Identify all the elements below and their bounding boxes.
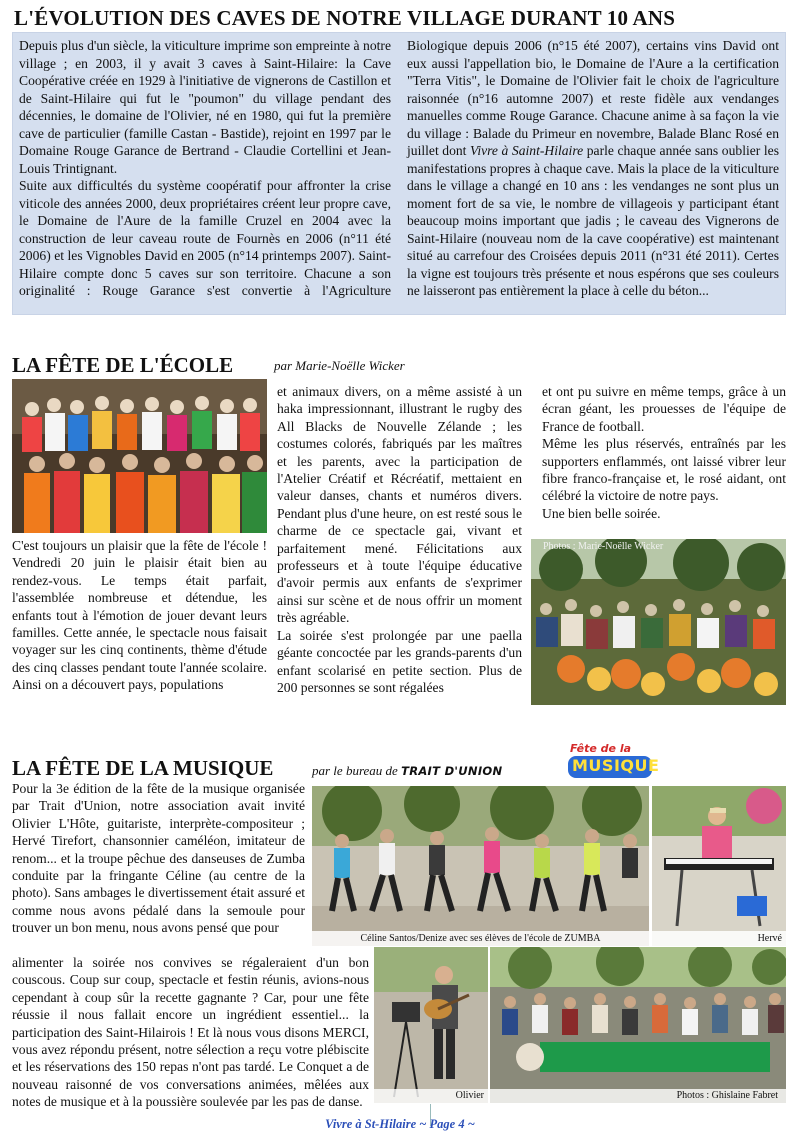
article-title-ecole: LA FÊTE DE L'ÉCOLE — [12, 353, 234, 377]
byline-ecole: par Marie-Noëlle Wicker — [274, 358, 405, 373]
article-box-caves — [12, 32, 786, 315]
article-text-top-musique: Pour la 3e édition de la fête de la musique organisée par Trait d'Union, notre association avait invité Olivier L'Hôte, guitariste, interprète-compositeur ; Hervé Tirefort, chansonnier caméléon, imitateur de renom... et la troupe pêchue des danseuses de Zumba conduite par la fringante Céline (au centre de la photo). Sans ambages le divertissement était assuré et comme nous avons pédalé dans la semoule pour trouver un bon menu, nous avons pensé que pour — [12, 781, 305, 936]
caption-dinner: Photos : Ghislaine Fabret — [676, 1090, 778, 1101]
paragraph: Depuis plus d'un siècle, la viticulture imprime son empreinte à notre village ; en 2003, il y avait 3 caves à Saint-Hilaire: la Cave Coopérative créée en 1929 à l'initiative de vignerons de Castillon et de Saint-Hilaire qui fut le "poumon" du village pendant des décennies, le domaine de l'Olivier, né en 1980, qui fut la première cave de particulier (famille Castan - Bastide), rejoint en 1997 par le Domaine Rouge Garance de Bertrand - Claudie Cortellini et Jean-Louis Trintignant. — [19, 38, 391, 176]
photo-credit-ecole: Photos : Marie-Noëlle Wicker — [543, 541, 664, 552]
caption-zumba: Céline Santos/Denize avec ses élèves de l'école de ZUMBA — [360, 933, 601, 944]
photo-children-stage — [12, 379, 267, 533]
article-col3-ecole: et ont pu suivre en même temps, grâce à un écran géant, les prouesses de l'équipe de France de football. Même les plus réservés, entraînés par les supporters enflammés, ont laissé vibrer leur fibre franco-française et, le rosé aidant, ont célébré la victoire de notre pays. Une bien belle soirée. — [542, 384, 786, 521]
article-title-caves: L'ÉVOLUTION DES CAVES DE NOTRE VILLAGE DURANT 10 ANS — [14, 6, 676, 30]
photo-zumba-dancers — [312, 786, 649, 946]
photo-olivier-guitar — [374, 947, 488, 1103]
photo-evening-crowd — [531, 539, 786, 705]
caption-olivier: Olivier — [455, 1090, 484, 1101]
photo-dinner-crowd — [490, 947, 786, 1103]
byline-musique: par le bureau de TRAIT D'UNION — [312, 763, 503, 778]
fete-musique-logo: Fête de la MUSIQUE — [566, 744, 654, 780]
article-col1-ecole: C'est toujours un plaisir que la fête de l'école ! Vendredi 20 juin le plaisir était bien au rendez-vous. Le temps était parfait, l'assemblée nombreuse et détendue, les enfants tout à l'émotion de jouer devant leurs familles. Cette année, le spectacle nous faisait voyager sur les cinq continents, thème d'étude des cinq classes pendant toute l'année scolaire. Ainsi on a découvert pays, populations — [12, 538, 267, 693]
article-title-musique: LA FÊTE DE LA MUSIQUE — [12, 756, 274, 780]
page-footer: Vivre à St-Hilaire ~ Page 4 ~ — [325, 1117, 475, 1131]
article-body-caves — [19, 37, 779, 315]
photo-herve-keyboard — [652, 786, 786, 946]
paragraph: Suite aux difficultés du système coopératif pour affronter la crise viticole des années 2000, deux propriétaires créent leur propre cave, le Domaine de l'Aure de la famille Cruzel en 2004 avec la construction de leur caveau route de Fournès en 2006 (n°11 été 2006) et les Vignobles David en 2005 (n°14 printemps 2007). Saint-Hilaire compte donc 5 caves sur son territoire. Chacune a son originalité : Rouge Garance s'est convertie à l'Agriculture Biologique depuis 2006 (n°15 été 2007), certains vins David ont eux aussi l'appellation bio, le Domaine de l'Aure a la certification "Terra Vitis", le Domaine de l'Olivier fait le choix de l'agriculture raisonnée (n°16 automne 2007) et reste fidèle aux vendanges manuelles comme Rouge Garance. Chacune anime à sa façon la vie du village : Balade du Primeur en novembre, Balade Blanc Rosé en juillet dont Vivre à Saint-Hilaire parle chaque année sans oublier les manifestations propres à chaque cave. Mais la place de la viticulture dans le village a changé en 10 ans : les vendanges ne sont plus un moment fort de sa vie, le nombre de villageois y participant étant beaucoup moins important que jadis ; le caveau des Vignerons de Saint-Hilaire (nouveau nom de la cave coopérative) est maintenant situé au carrefour des Croisées depuis 2011 (n°31 été 2011). Certes la vigne est toujours très présente et nous espérons que ses couleurs ne laisseront pas entièrement la place à celle du béton... — [19, 38, 779, 298]
article-text-bottom-musique: alimenter la soirée nos convives se régaleraient d'un bon couscous. Coup sur coup, spectacle et festin réunis, avions-nous cependant à coup sûr la recette gagnante ? Car, pour une fête réussie il nous fallait encore un ingrédient essentiel... la participation des Saint-Hilairois ! Et là nous vous disons MERCI, vous avez répondu présent, notre sélection a reçu votre plébiscite et les réservations des 150 repas n'ont pas tardé. Le Conquet a de nouveau raisonné de vos conversations animées, mêlées aux notes de musique et à la poussière soulevée par les pas de danse. — [12, 955, 369, 1110]
article-col2-ecole: et animaux divers, on a même assisté à un haka impressionnant, illustrant le rugby des All Blacks de Nouvelle Zélande ; les costumes colorés, fabriqués par les maîtres et les parents, avec la participation de l'Atelier Créatif et Récréatif, mettaient en valeur danses, chants et numéros divers. Pendant plus d'une heure, on est resté sous le charme de ce spectacle gai, vivant et parfaitement mené. Félicitations aux professeurs et à toute l'équipe éducative d'avoir permis aux enfants de s'exprimer ainsi sur scène et de nous offrir un moment très agréable. La soirée s'est prolongée par une paella géante concoctée par les grands-parents d'un enfant scolarisé en petite section. Plus de 200 personnes se sont régalées — [277, 384, 522, 695]
caption-herve: Hervé — [757, 933, 782, 944]
